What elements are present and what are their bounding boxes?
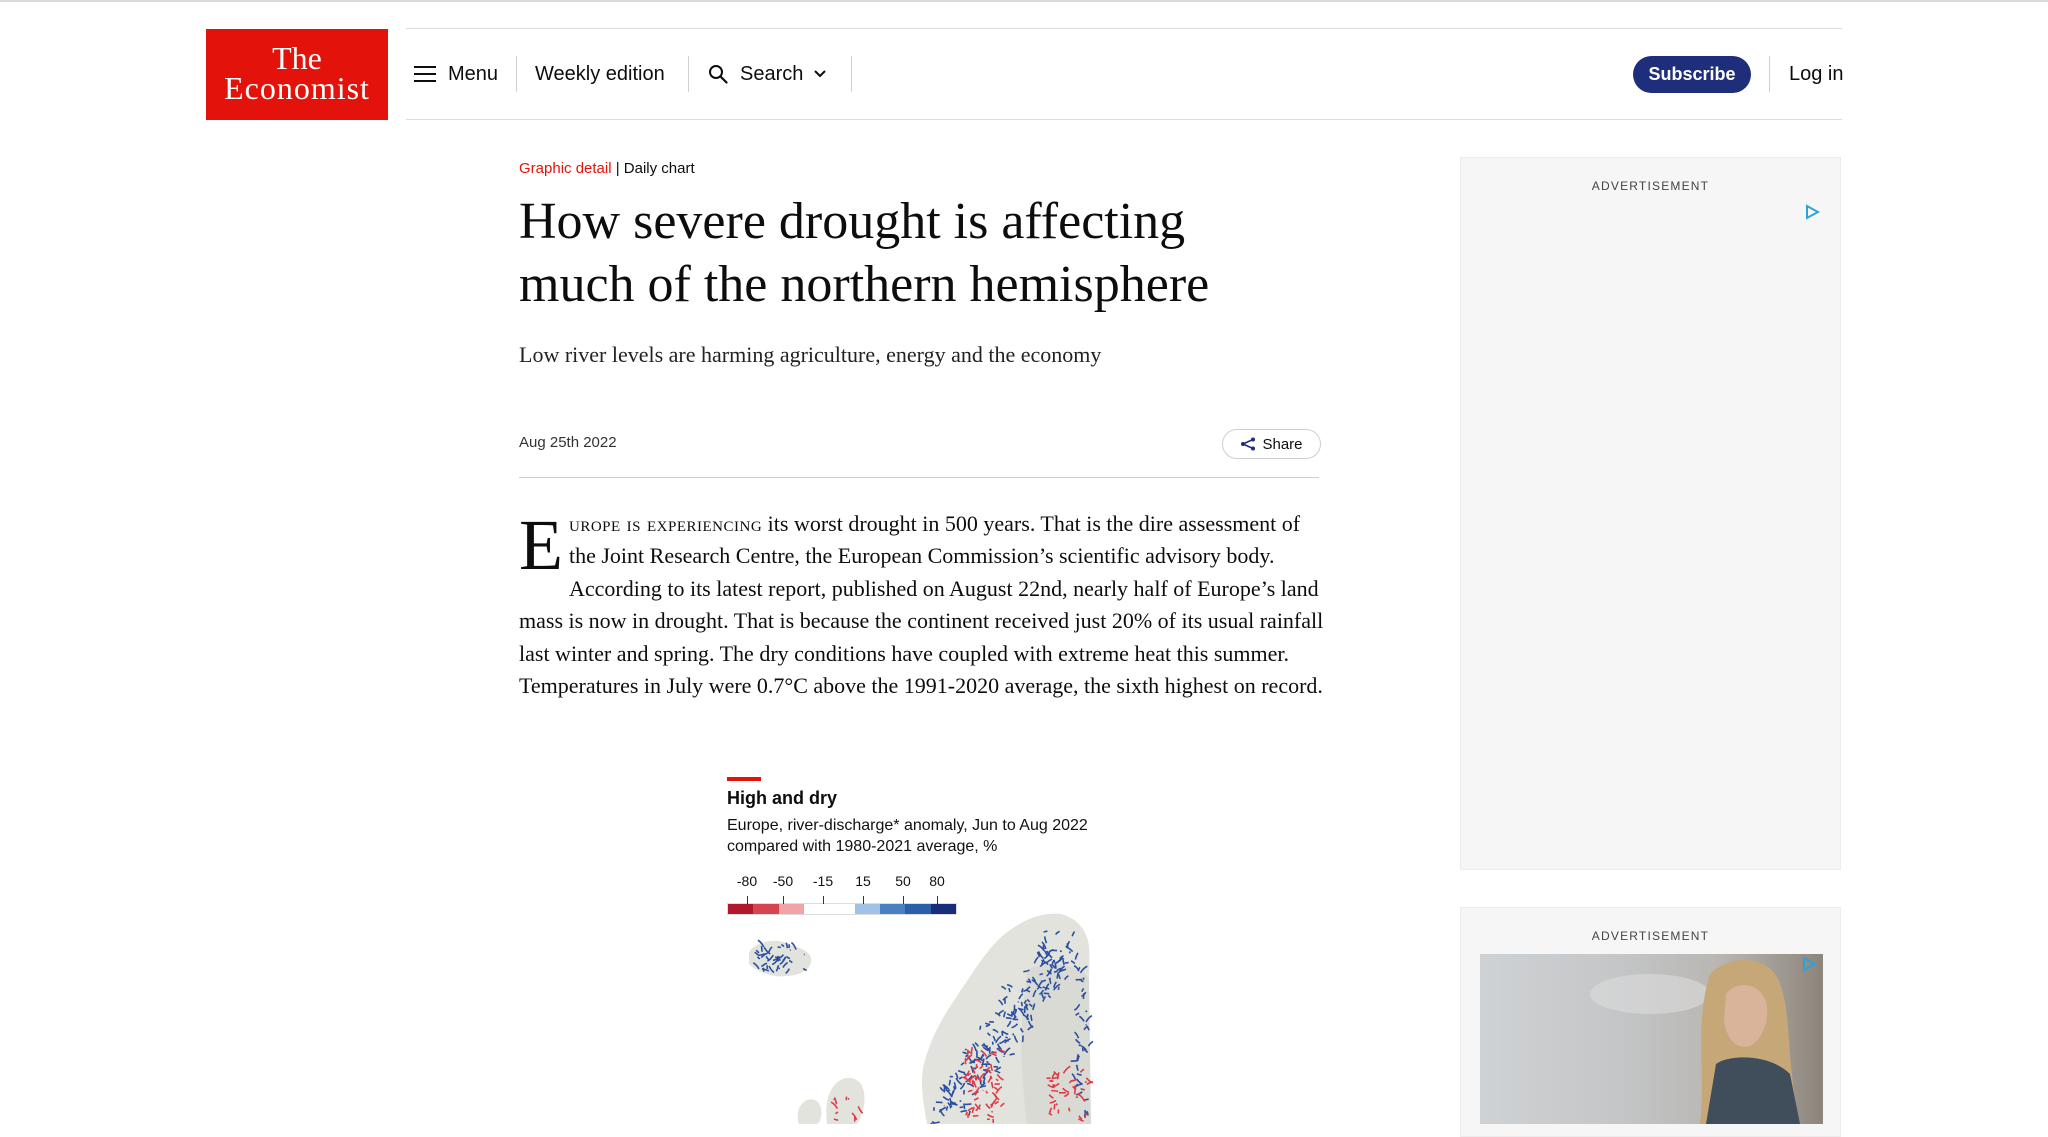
rubric [519, 160, 695, 177]
chart-accent-bar [727, 777, 761, 781]
river-segment [964, 1103, 965, 1109]
standfirst: Low river levels are harming agriculture, energy and the economy [519, 342, 1279, 368]
publish-date: Aug 25th 2022 [519, 434, 617, 451]
nav-divider [516, 56, 517, 92]
legend-tick-label: -15 [813, 873, 833, 889]
river-segment [960, 1107, 964, 1108]
nav-divider [688, 56, 689, 92]
share-label: Share [1262, 436, 1302, 453]
river-segment [1071, 1061, 1078, 1062]
economist-logo[interactable] [206, 29, 388, 120]
river-segment [1050, 978, 1051, 984]
map-ireland [798, 1099, 822, 1124]
river-segment [1052, 1085, 1055, 1086]
river-segment [972, 1047, 973, 1052]
menu-label: Menu [448, 63, 498, 86]
river-segment [1019, 1009, 1023, 1010]
river-segment [1051, 1090, 1058, 1091]
nav-bottom-border [406, 119, 1842, 120]
adchoices-icon[interactable] [1804, 204, 1820, 220]
top-border [0, 0, 2048, 2]
ad-image[interactable] [1480, 954, 1823, 1124]
river-segment [1023, 1036, 1024, 1043]
nav-divider [851, 56, 852, 92]
headline: How severe drought is affecting much of the northern hemisphere [519, 190, 1299, 316]
river-segment [1044, 931, 1048, 932]
legend-tick-label: 50 [895, 873, 911, 889]
menu-button[interactable] [414, 56, 498, 92]
logo-line-2: Economist [206, 73, 388, 103]
subscribe-button[interactable]: Subscribe [1633, 56, 1751, 93]
section-link[interactable]: Graphic detail [519, 160, 612, 177]
chart-subtitle-line-2: compared with 1980-2021 average, % [727, 836, 1147, 857]
river-segment [1022, 1002, 1023, 1006]
river-segment [1065, 963, 1069, 964]
ad-photo-woman [1480, 954, 1823, 1124]
river-segment [965, 1104, 972, 1105]
search-icon [708, 64, 728, 84]
article-body [519, 508, 1329, 702]
hamburger-icon [414, 66, 436, 82]
ad-label-bottom: ADVERTISEMENT [1461, 929, 1840, 943]
share-button[interactable] [1222, 429, 1321, 459]
river-segment [1081, 980, 1084, 981]
river-segment [1081, 1089, 1085, 1090]
river-segment [778, 956, 779, 962]
rubric-separator: | [612, 160, 624, 177]
nav-divider [1769, 56, 1770, 92]
lead-smallcaps: urope is experiencing [569, 511, 762, 536]
login-label: Log in [1789, 63, 1844, 86]
header-rule [519, 477, 1319, 478]
share-icon [1240, 437, 1256, 451]
search-label: Search [740, 63, 803, 86]
river-segment [992, 1111, 993, 1112]
river-segment [1027, 981, 1030, 982]
europe-river-map [727, 900, 1115, 1124]
river-segment [848, 1098, 849, 1099]
chevron-down-icon [813, 69, 827, 79]
drop-cap: E [519, 508, 563, 574]
river-segment [986, 1062, 988, 1063]
legend-tick-label: 80 [929, 873, 945, 889]
river-segment [1031, 1015, 1032, 1021]
login-link[interactable] [1789, 56, 1844, 92]
ad-slot-top[interactable] [1460, 157, 1841, 870]
legend-tick-label: 15 [855, 873, 871, 889]
weekly-edition-label: Weekly edition [535, 63, 665, 86]
ad-label-top: ADVERTISEMENT [1461, 179, 1840, 193]
river-segment [967, 1050, 968, 1054]
river-segment [983, 1078, 986, 1079]
chart-subtitle-line-1: Europe, river-discharge* anomaly, Jun to Aug 2022 [727, 815, 1147, 836]
river-segment [1054, 1104, 1055, 1109]
river-segment [980, 1026, 981, 1030]
river-segment [1027, 1015, 1028, 1017]
river-segment [1070, 951, 1071, 953]
river-segment [761, 946, 762, 952]
legend-tick-label: -80 [737, 873, 757, 889]
river-segment [1077, 1084, 1078, 1086]
adchoices-icon[interactable] [1801, 956, 1817, 972]
chart-subtitle [727, 815, 1147, 857]
series-label: Daily chart [624, 160, 695, 177]
logo-line-1: The [206, 29, 388, 73]
river-segment [982, 1045, 984, 1046]
river-segment [1006, 1018, 1012, 1019]
weekly-edition-link[interactable] [535, 56, 665, 92]
chart-title: High and dry [727, 788, 837, 809]
nav-top-border [406, 28, 1842, 29]
legend-tick-label: -50 [773, 873, 793, 889]
map-british-isles [826, 1078, 864, 1124]
body-text: its worst drought in 500 years. That is the dire assessment of the Joint Research Centre, the European Commission’s scientific advisory body. According to its latest report, published on August 22nd, nearly half of Europe’s land mass is now in drought. That is because the continent received just 20% of its usual rainfall last winter and spring. The dry conditions have coupled with extreme heat this summer. Temperatures in July were 0.7°C above the 1991-2020 average, the sixth highest on record. [519, 511, 1323, 698]
river-segment [947, 1106, 948, 1110]
search-button[interactable] [708, 56, 827, 92]
